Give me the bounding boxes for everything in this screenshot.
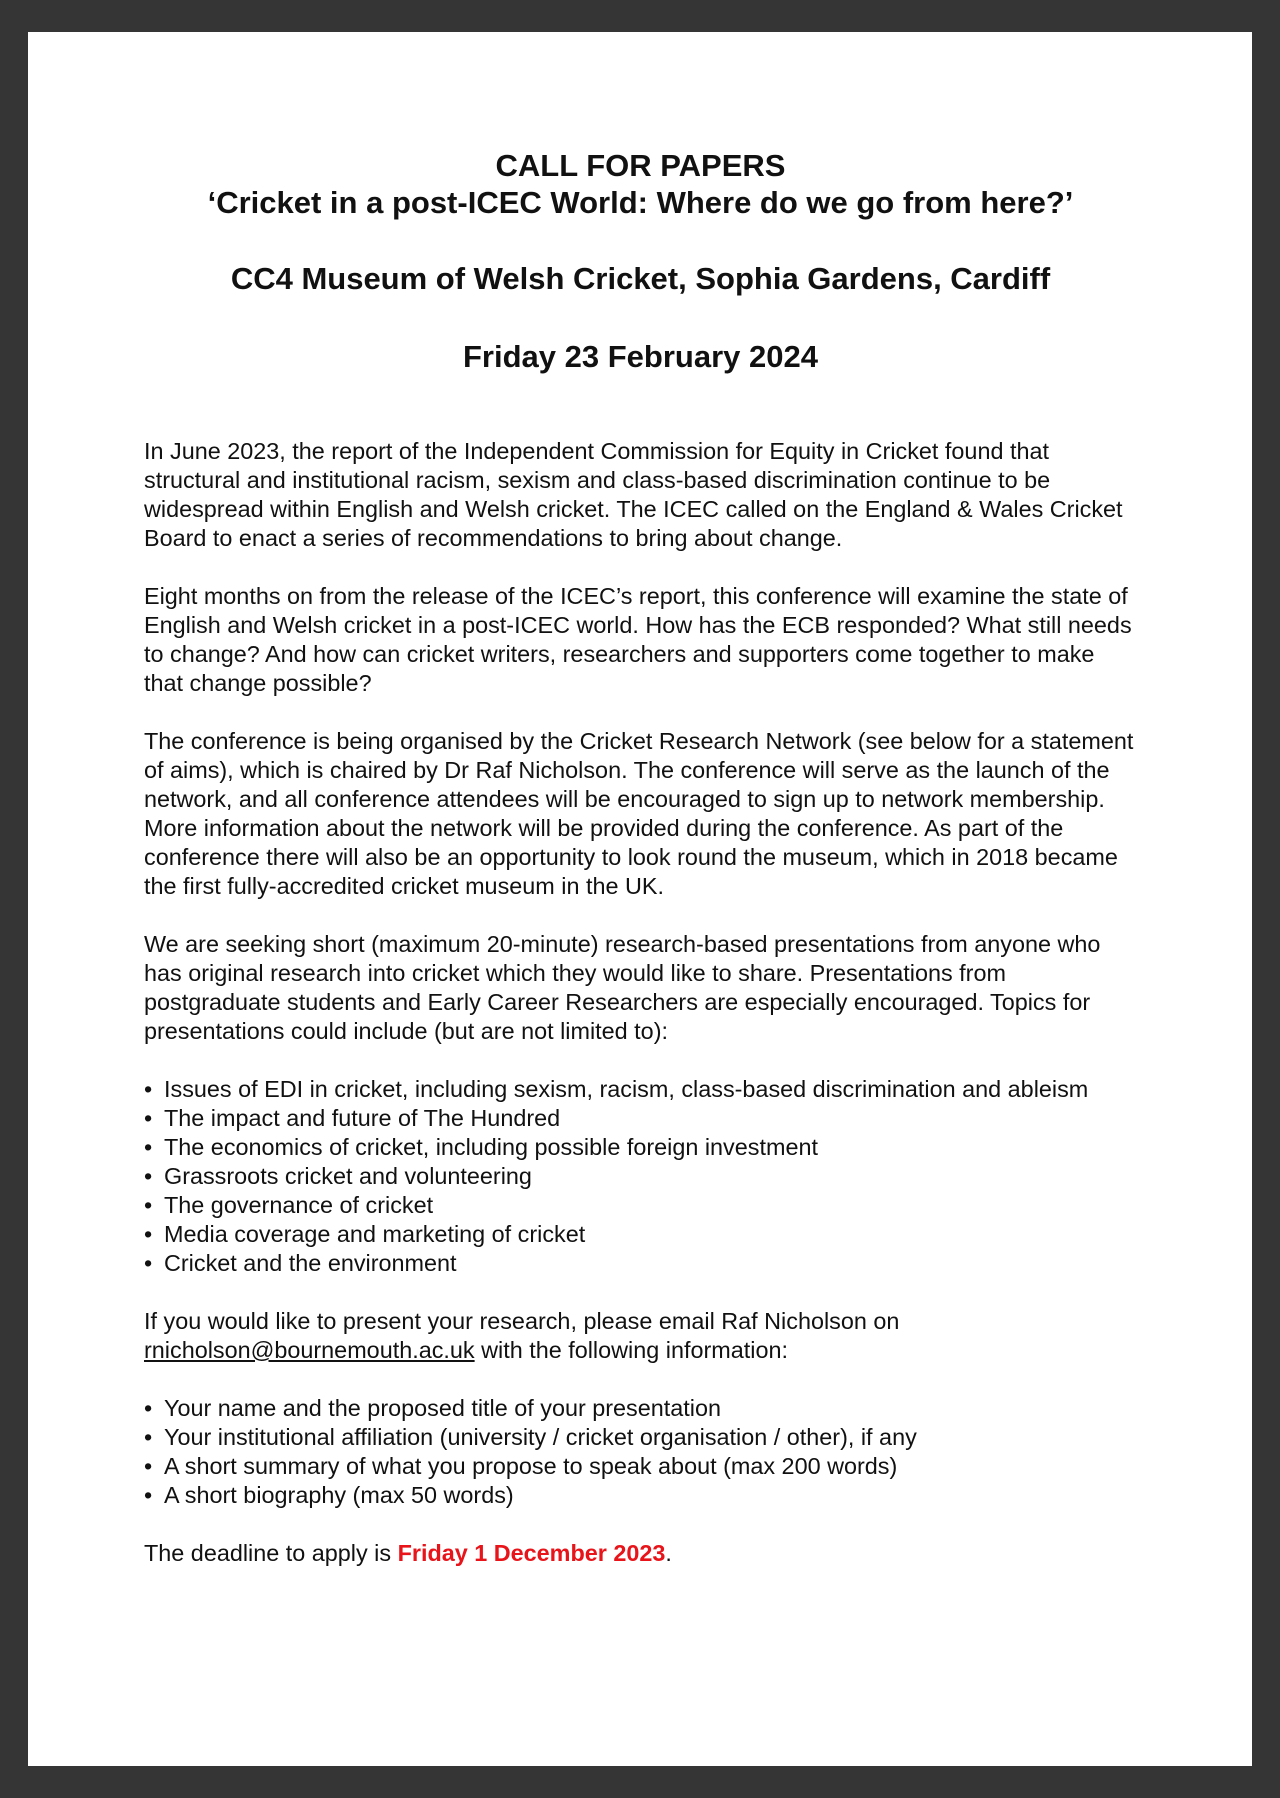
document-body <box>144 437 1137 1568</box>
call-for-papers-heading: CALL FOR PAPERS <box>495 148 786 183</box>
conference-title: ‘Cricket in a post-ICEC World: Where do we go from here?’ <box>207 185 1074 220</box>
paragraph-aims: Eight months on from the release of the ICEC’s report, this conference will examine the state of English and Welsh cricket in a post-ICEC world. How has the ECB responded? What still needs to change? And how can cricket writers, researchers and supporters come together to make that change possible? <box>144 583 1132 696</box>
contact-intro: If you would like to present your research, please email Raf Nicholson on <box>144 1308 900 1334</box>
list-item: • A short summary of what you propose to speak about (max 200 words) <box>144 1452 1137 1481</box>
paragraph-contact <box>144 1307 1137 1365</box>
list-item: • Grassroots cricket and volunteering <box>144 1162 1137 1191</box>
list-item: • The impact and future of The Hundred <box>144 1104 1137 1133</box>
paragraph-intro: In June 2023, the report of the Independent Commission for Equity in Cricket found that structural and institutional racism, sexism and class-based discrimination continue to be widespread within English and Welsh cricket. The ICEC called on the England & Wales Cricket Board to enact a series of recommendations to bring about change. <box>144 438 1123 551</box>
email-link[interactable]: rnicholson@bournemouth.ac.uk <box>144 1337 475 1363</box>
info-list <box>144 1394 1137 1510</box>
document-page <box>28 32 1252 1766</box>
paragraph-call: We are seeking short (maximum 20-minute) research-based presentations from anyone who has original research into cricket which they would like to share. Presentations from postgraduate students and Early Career Researchers are especially encouraged. Topics for presentations could include (but are not limited to): <box>144 931 1101 1044</box>
paragraph-deadline <box>144 1539 1137 1568</box>
list-item: • Your institutional affiliation (university / cricket organisation / other), if any <box>144 1423 1137 1452</box>
list-item: • Cricket and the environment <box>144 1249 1137 1278</box>
list-item: • Media coverage and marketing of cricket <box>144 1220 1137 1249</box>
conference-venue: CC4 Museum of Welsh Cricket, Sophia Gardens, Cardiff <box>230 261 1051 296</box>
title-block <box>136 147 1145 375</box>
deadline-suffix: . <box>665 1540 672 1566</box>
list-item: • A short biography (max 50 words) <box>144 1481 1137 1510</box>
conference-date: Friday 23 February 2024 <box>463 339 818 374</box>
list-item: • The economics of cricket, including possible foreign investment <box>144 1133 1137 1162</box>
topics-list <box>144 1075 1137 1278</box>
paragraph-organisation: The conference is being organised by the Cricket Research Network (see below for a statement of aims), which is chaired by Dr Raf Nicholson. The conference will serve as the launch of the network, and all conference attendees will be encouraged to sign up to network membership. More information about the network will be provided during the conference. As part of the conference there will also be an opportunity to look round the museum, which in 2018 became the first fully-accredited cricket museum in the UK. <box>144 728 1134 899</box>
deadline-date: Friday 1 December 2023 <box>397 1540 666 1566</box>
deadline-prefix: The deadline to apply is <box>144 1540 398 1566</box>
contact-suffix: with the following information: <box>474 1337 788 1363</box>
list-item: • The governance of cricket <box>144 1191 1137 1220</box>
list-item: • Issues of EDI in cricket, including sexism, racism, class-based discrimination and ableism <box>144 1075 1137 1104</box>
list-item: • Your name and the proposed title of your presentation <box>144 1394 1137 1423</box>
